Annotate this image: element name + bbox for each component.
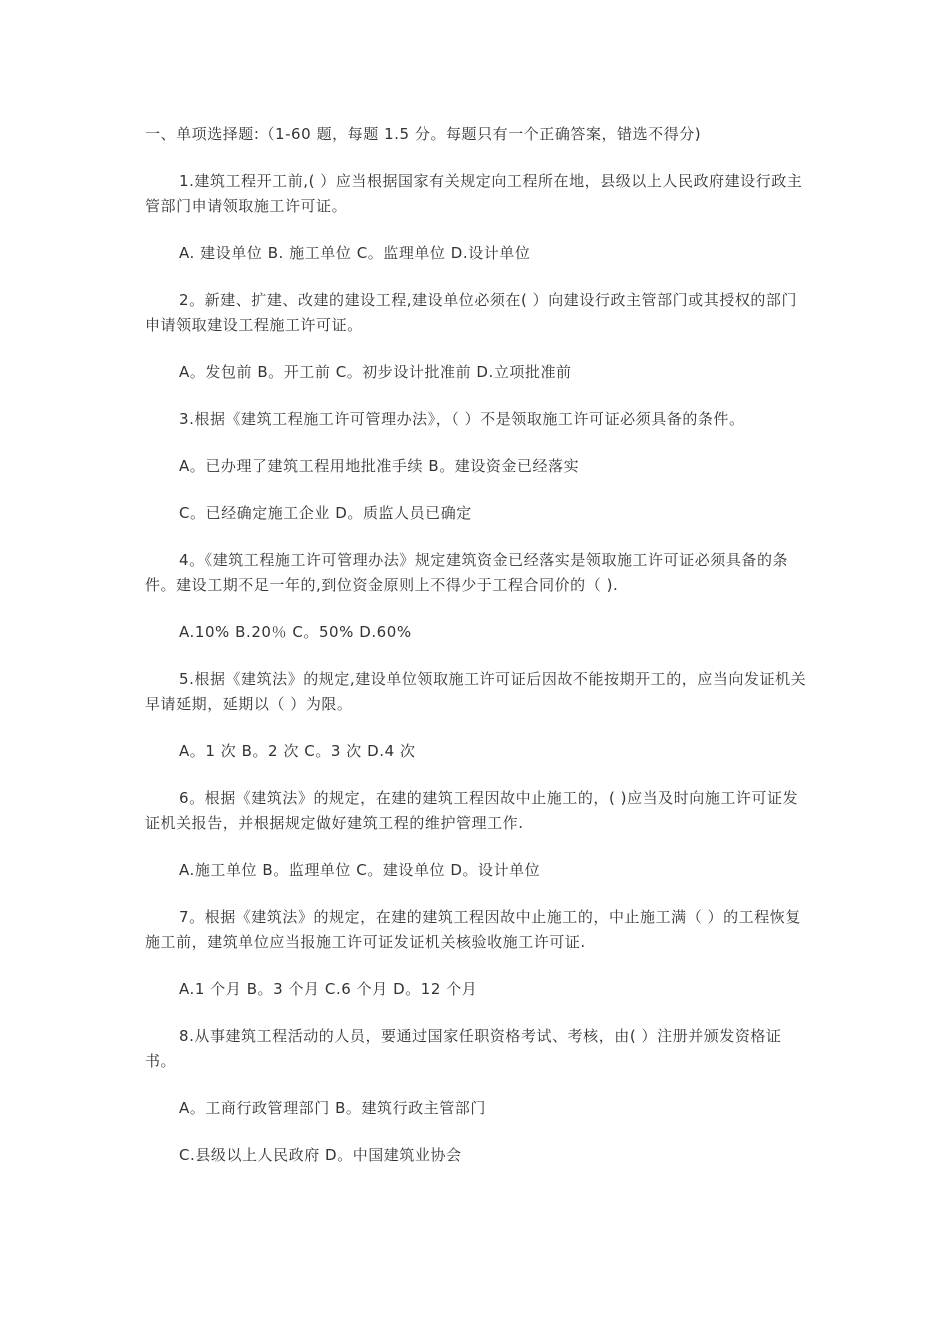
question-2: 2。新建、扩建、改建的建设工程,建设单位必须在( ）向建设行政主管部门或其授权的部门申请领取建设工程施工许可证。 (145, 291, 798, 334)
question-3: 3.根据《建筑工程施工许可管理办法》，（ ）不是领取施工许可证必须具备的条件。 (179, 410, 745, 428)
question-1-options: A. 建设单位 B. 施工单位 C。监理单位 D.设计单位 (179, 244, 531, 262)
question-7: 7。根据《建筑法》的规定，在建的建筑工程因故中止施工的，中止施工满（ ）的工程恢复施工前，建筑单位应当报施工许可证发证机关核验收施工许可证. (145, 908, 801, 951)
question-4-options: A.10% B.20％ C。50% D.60% (179, 623, 412, 641)
question-3-options-ab: A。已办理了建筑工程用地批准手续 B。建设资金已经落实 (179, 457, 580, 475)
question-5-options: A。1 次 B。2 次 C。3 次 D.4 次 (179, 742, 416, 760)
question-8-options-cd: C.县级以上人民政府 D。中国建筑业协会 (179, 1146, 462, 1164)
section-heading: 一、单项选择题:（1-60 题，每题 1.5 分。每题只有一个正确答案，错选不得分) (145, 125, 702, 143)
question-7-options: A.1 个月 B。3 个月 C.6 个月 D。12 个月 (179, 980, 478, 998)
question-6: 6。根据《建筑法》的规定，在建的建筑工程因故中止施工的，( )应当及时向施工许可证发证机关报告，并根据规定做好建筑工程的维护管理工作. (145, 789, 799, 832)
question-8-options-ab: A。工商行政管理部门 B。建筑行政主管部门 (179, 1099, 486, 1117)
document-body (145, 122, 810, 1190)
question-8: 8.从事建筑工程活动的人员，要通过国家任职资格考试、考核，由( ）注册并颁发资格证书。 (145, 1027, 782, 1070)
question-4: 4。《建筑工程施工许可管理办法》规定建筑资金已经落实是领取施工许可证必须具备的条件。建设工期不足一年的,到位资金原则上不得少于工程合同价的（ ). (145, 551, 789, 594)
question-6-options: A.施工单位 B。监理单位 C。建设单位 D。设计单位 (179, 861, 541, 879)
question-1: 1.建筑工程开工前,( ）应当根据国家有关规定向工程所在地，县级以上人民政府建设行政主管部门申请领取施工许可证。 (145, 172, 803, 215)
question-5: 5.根据《建筑法》的规定,建设单位领取施工许可证后因故不能按期开工的，应当向发证机关早请延期，延期以（ ）为限。 (145, 670, 807, 713)
question-3-options-cd: C。已经确定施工企业 D。质监人员已确定 (179, 504, 472, 522)
question-2-options: A。发包前 B。开工前 C。初步设计批准前 D.立项批准前 (179, 363, 572, 381)
